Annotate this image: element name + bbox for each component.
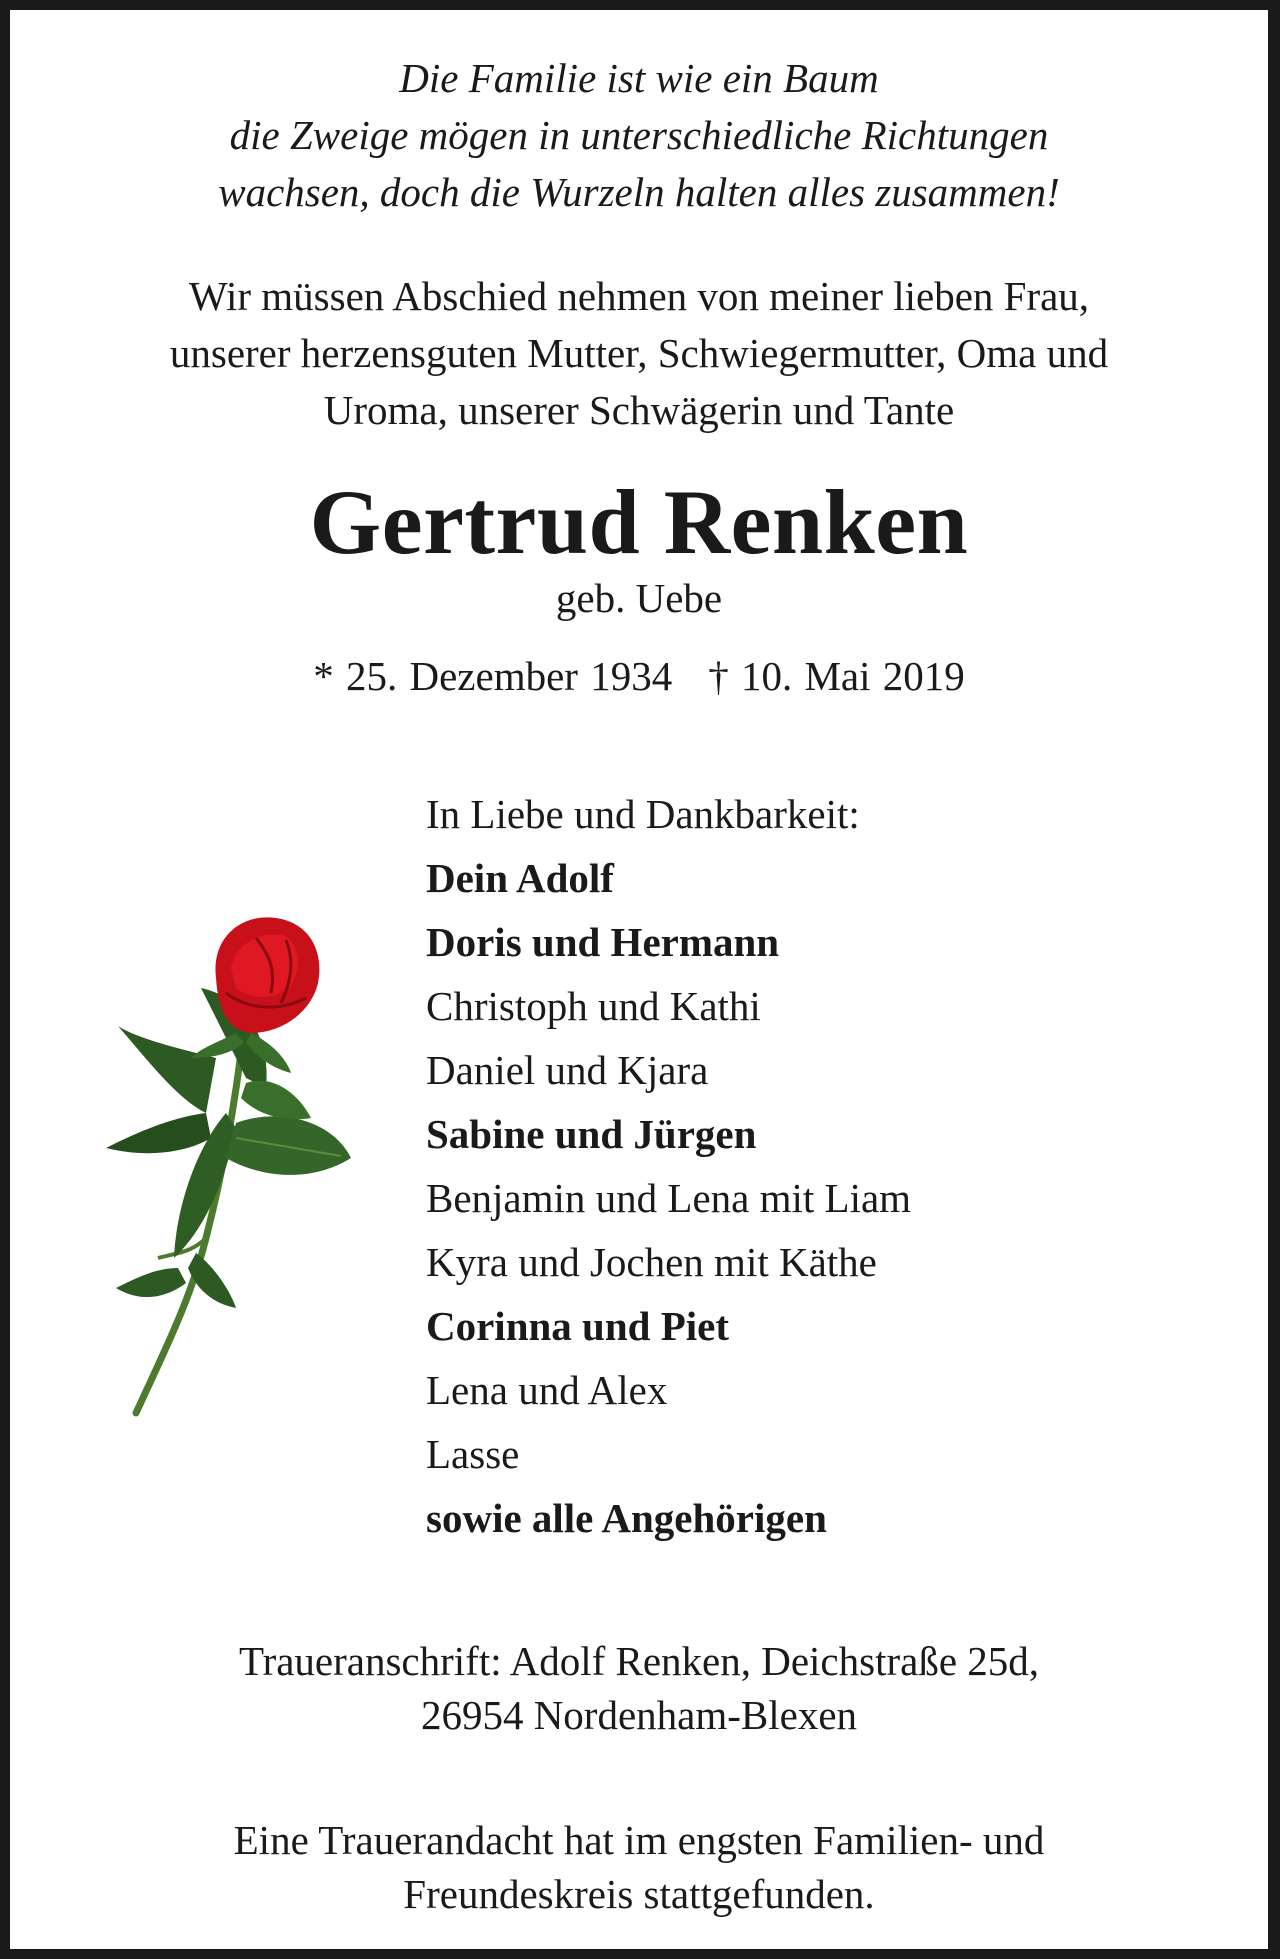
- address-line: 26954 Nordenham-Blexen: [420, 1692, 858, 1738]
- family-member: Lasse: [426, 1431, 520, 1477]
- family-heading: In Liebe und Dankbarkeit:: [426, 791, 860, 837]
- family-list: [426, 782, 911, 1550]
- family-member: Sabine und Jürgen: [426, 1111, 757, 1157]
- family-member: sowie alle Angehörigen: [426, 1495, 827, 1541]
- life-dates: [10, 650, 1268, 702]
- family-member: Christoph und Kathi: [426, 983, 761, 1029]
- family-member: Lena und Alex: [426, 1367, 668, 1413]
- motto-line: die Zweige mögen in unterschiedliche Richtungen: [229, 112, 1049, 158]
- family-member: Corinna und Piet: [426, 1303, 729, 1349]
- family-member: Dein Adolf: [426, 855, 614, 901]
- family-member: Doris und Hermann: [426, 919, 780, 965]
- intro-line: Uroma, unserer Schwägerin und Tante: [323, 387, 955, 433]
- deceased-name: Gertrud Renken: [309, 471, 969, 573]
- motto-line: Die Familie ist wie ein Baum: [399, 55, 879, 101]
- family-member: Daniel und Kjara: [426, 1047, 709, 1093]
- intro-line: unserer herzensguten Mutter, Schwiegermutter, Oma und: [169, 330, 1109, 376]
- intro-line: Wir müssen Abschied nehmen von meiner lieben Frau,: [188, 273, 1090, 319]
- closing-line: Eine Trauerandacht hat im engsten Familien- und: [233, 1817, 1045, 1863]
- mourning-address: [10, 1634, 1268, 1742]
- intro-text: [10, 268, 1268, 439]
- address-line: Traueranschrift: Adolf Renken, Deichstraße 25d,: [238, 1638, 1040, 1684]
- family-member: Benjamin und Lena mit Liam: [426, 1175, 912, 1221]
- closing-line: Freundeskreis stattgefunden.: [403, 1871, 875, 1917]
- closing-note: [10, 1813, 1268, 1921]
- maiden-name: geb. Uebe: [555, 575, 723, 621]
- birth-date: * 25. Dezember 1934: [313, 653, 673, 699]
- death-date: † 10. Mai 2019: [708, 653, 965, 699]
- motto-quote: [10, 50, 1268, 221]
- rose-image: [96, 908, 366, 1418]
- motto-line: wachsen, doch die Wurzeln halten alles zusammen!: [218, 169, 1060, 215]
- obituary-page: [10, 10, 1268, 1949]
- family-member: Kyra und Jochen mit Käthe: [426, 1239, 877, 1285]
